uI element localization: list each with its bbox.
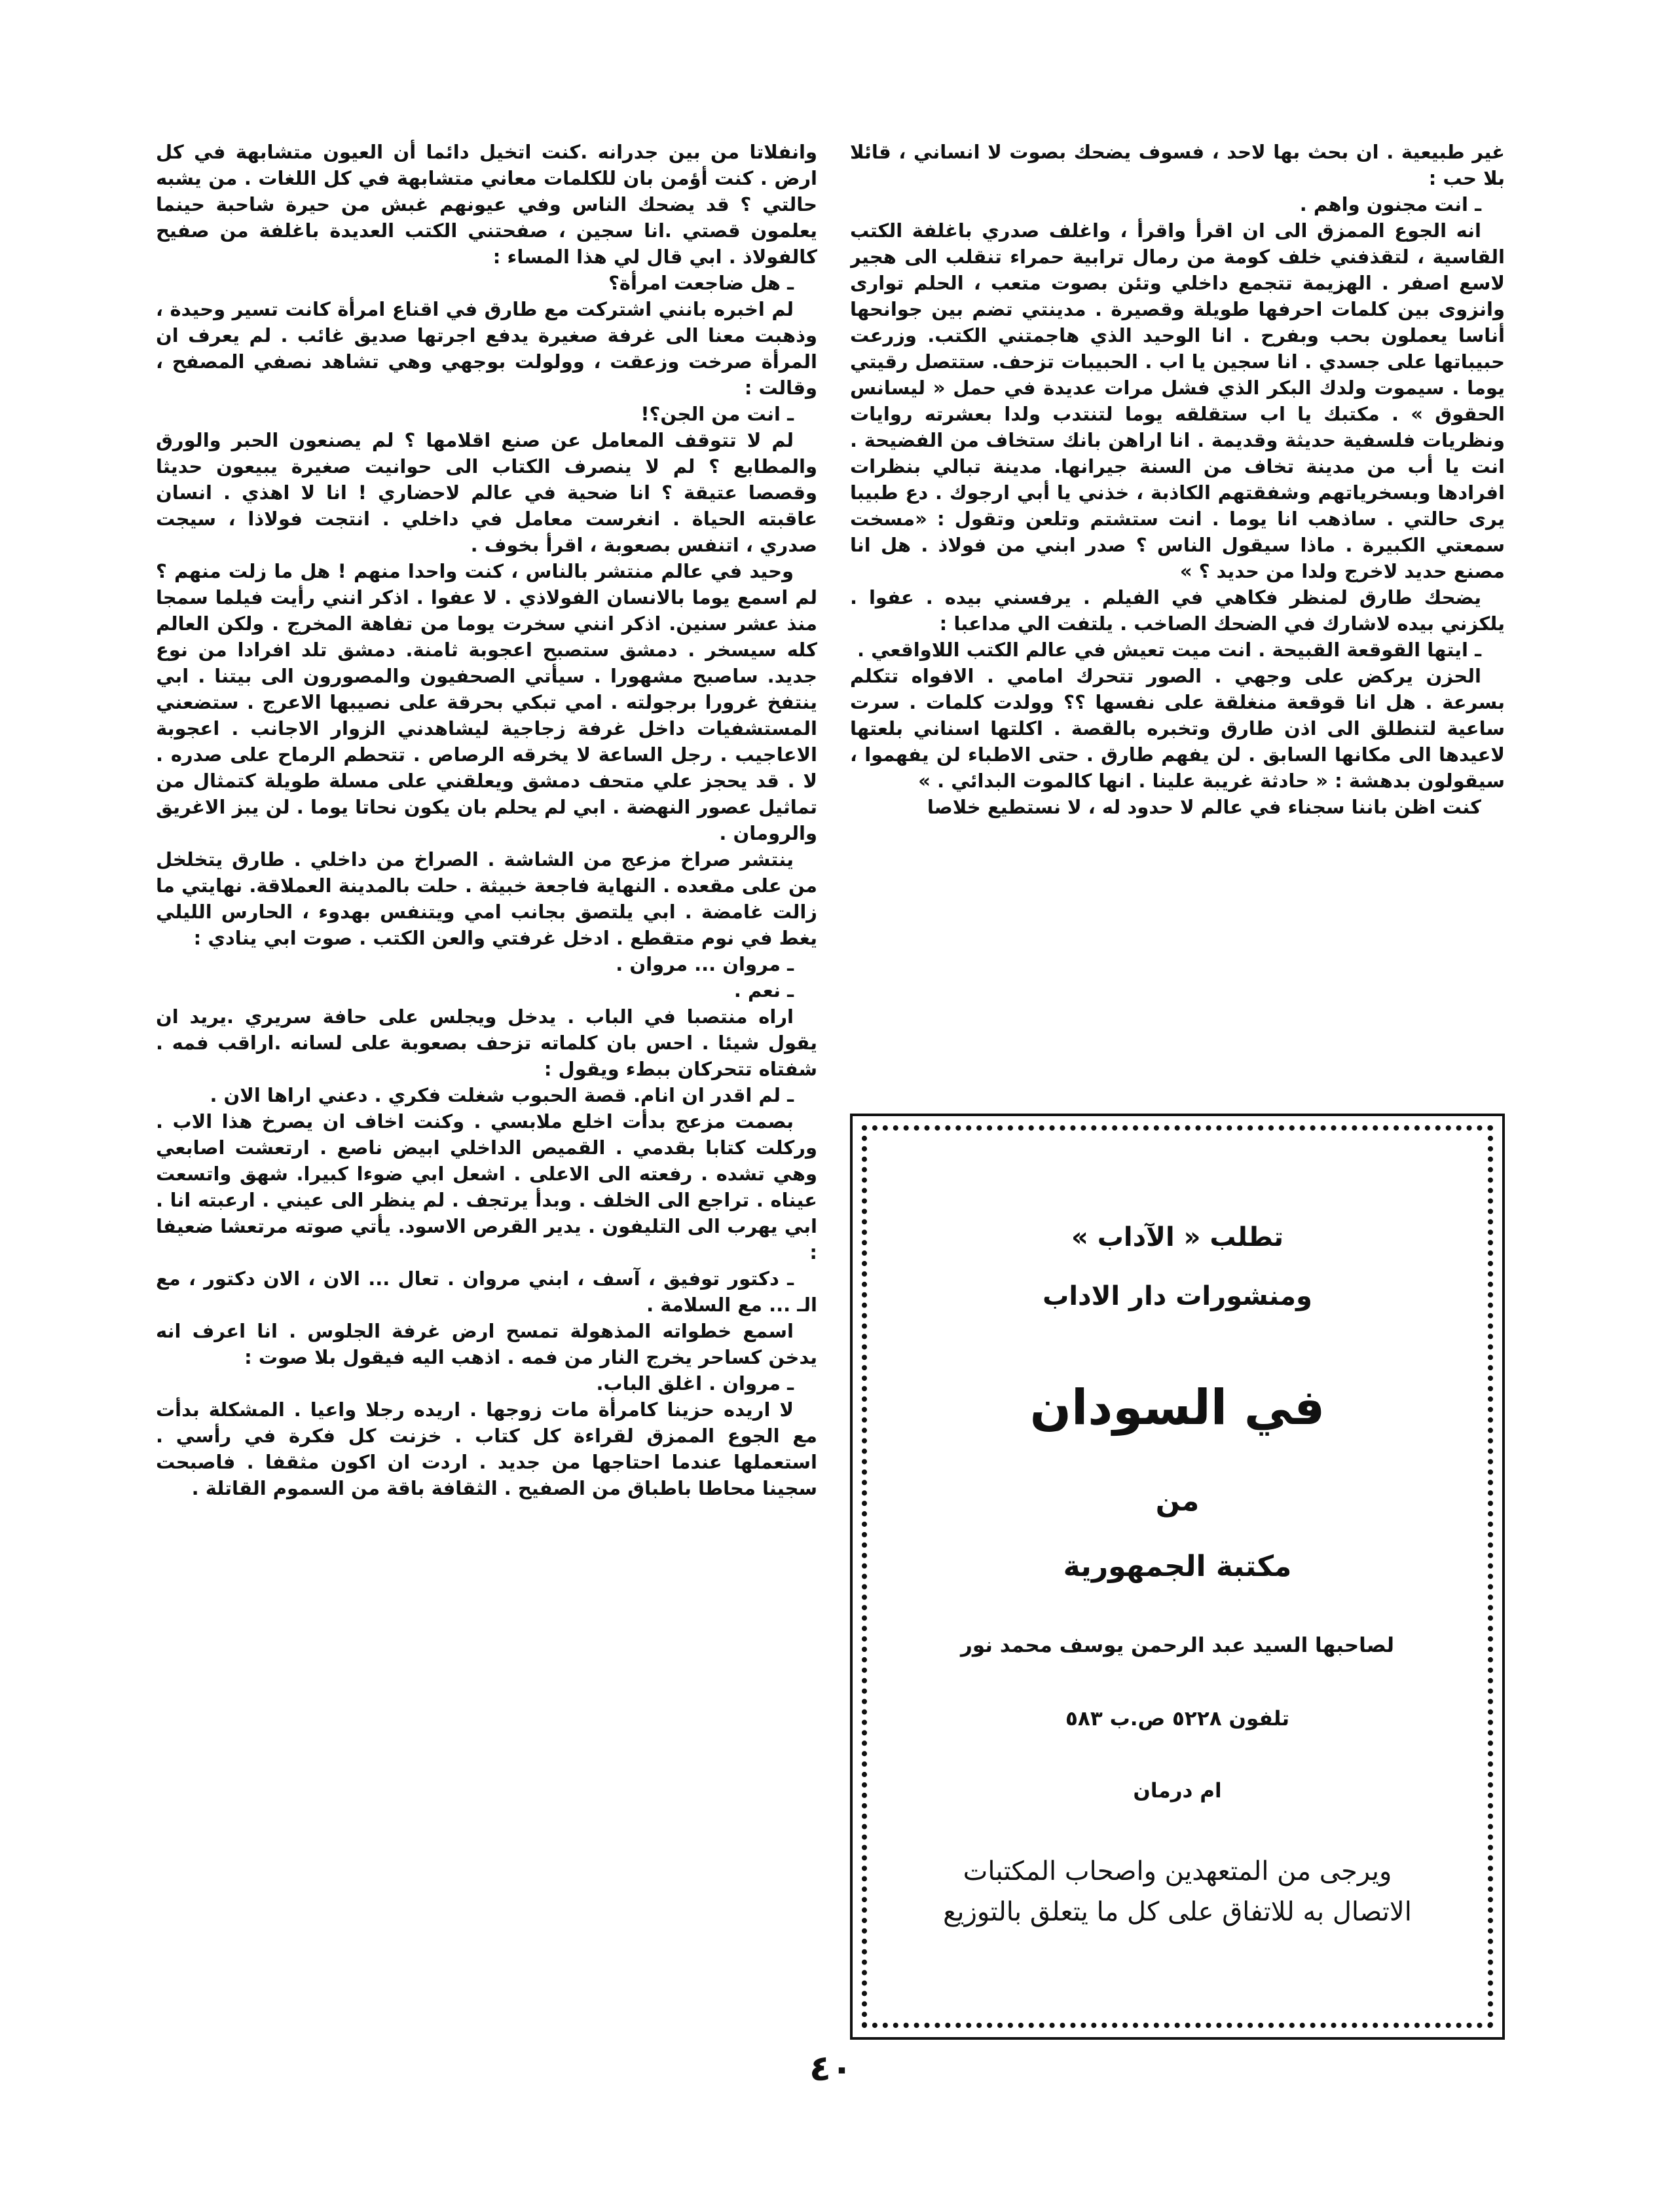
paragraph: يضحك طارق لمنظر فكاهي في الفيلم . يرفسني بيده . عفوا . يلكزني بيده لاشارك في الضحك الصاخب . يلتفت الي مداعبا : [850,586,1505,635]
paragraph: لم اخبره بانني اشتركت مع طارق في اقناع امرأة كانت تسير وحيدة ، وذهبت معنا الى غرفة صغيرة يدفع اجرتها صديق غائب . لم يعرف ان المرأة صرخت وزعقت ، وولولت بوجهي وهي تشاهد نصفي المصفح ، وقالت : [156,298,817,399]
dialog-line: ـ مروان ... مروان . [616,953,794,975]
dialog-line: ـ انت من الجن؟! [640,403,794,425]
dialog-line: ـ هل ضاجعت امرأة؟ [608,272,794,294]
ad-contact: تلفون ٥٢٢٨ ص.ب ٥٨٣ [1065,1707,1289,1731]
ad-title: تطلب « الآداب » [1071,1222,1284,1252]
ad-city: في السودان [1029,1379,1325,1436]
paragraph: وانفلاتا من بين جدرانه .كنت اتخيل دائما أن العيون متشابهة في كل ارض . كنت أؤمن بان للكلمات معاني متشابهة في كل اللغات . من يشبه حالتي ؟ قد يضحك الناس وفي عيونهم غبش من حيرة شاحبة حينما يعلمون قصتي .انا سجين ، صفحتني الكتب العديدة باغلفة من صفيح كالفولاذ . ابي قال لي هذا المساء : [156,141,817,268]
ad-from: من [1155,1484,1200,1518]
dialog-line: ـ مروان . اغلق الباب. [596,1372,794,1395]
ad-note-line: ويرجى من المتعهدين واصحاب المكتبات [963,1856,1392,1886]
page-number: ٤٠ [809,2048,853,2089]
ad-subtitle: ومنشورات دار الاداب [1043,1281,1312,1311]
paragraph: اراه منتصبا في الباب . يدخل ويجلس على حافة سريري .يريد ان يقول شيئا . احس بان كلماته تزحف بصعوبة على لسانه .اراقب فمه . شفتاه تتحركان ببطء ويقول : [156,1005,817,1080]
dialog-line: ـ نعم . [733,979,794,1002]
paragraph: غير طبيعية . ان بحث بها لاحد ، فسوف يضحك بصوت لا انساني ، قائلا بلا حب : [850,141,1505,189]
dialog-line: ـ لم اقدر ان انام. قصة الحبوب شغلت فكري . دعني اراها الان . [210,1084,794,1106]
article-column-right [850,139,1505,1089]
dialog-line: ـ دكتور توفيق ، آسف ، ابني مروان . تعال ... الان ، الان دكتور ، مع الـ ... مع السلامة . [156,1267,817,1316]
paragraph: وحيد في عالم منتشر بالناس ، كنت واحدا منهم ! هل ما زلت منهم ؟ لم اسمع يوما بالانسان الفولاذي . لا عفوا . اذكر انني رأيت فيلما سمجا منذ عشر سنين. اذكر انني سخرت يوما من تفاهة المخرج . ولكن العالم كله سيسخر . دمشق ستصبح اعجوبة ثامنة. دمشق تلد افرادا من نوع جديد. ساصبح مشهورا . سيأتي الصحفيون والمصورون الى بيتنا . ابي ينتفخ غرورا برجولته . امي تبكي بحرقة على نصيبها الاعرج . ستضعني المستشفيات داخل غرفة زجاجية ليشاهدني الزوار الاجانب . اعجوبة الاعاجيب . رجل الساعة لا يخرقه الرصاص . تتحطم الرماح على صدره . لا . قد يحجز علي متحف دمشق ويعلقني على مسلة طويلة كتمثال من تماثيل عصور النهضة . ابي لم يحلم بان يكون نحاتا يوما . لن يبز الاغريق والرومان . [156,560,817,844]
paragraph: بصمت مزعج بدأت اخلع ملابسي . وكنت اخاف ان يصرخ هذا الاب . وركلت كتابا بقدمي . القميص الداخلي ابيض ناصع . ارتعشت اصابعي وهي تشده . رفعته الى الاعلى . اشعل ابي ضوءا كبيرا. شهق واتسعت عيناه . تراجع الى الخلف . وبدأ يرتجف . لم ينظر الى عيني . ارعبته انا . ابي يهرب الى التليفون . يدير القرص الاسود. يأتي صوته مرتعشا ضعيفا : [156,1110,817,1264]
advertisement-dotted-border [862,1125,1493,2028]
ad-owner: لصاحبها السيد عبد الرحمن يوسف محمد نور [961,1634,1394,1657]
paragraph: الحزن يركض على وجهي . الصور تتحرك امامي . الافواه تتكلم بسرعة . هل انا قوقعة منغلقة على نفسها ؟؟ وولدت كلمات . سرت ساعية لتنطلق الى اذن طارق وتخبره بالقصة . اكلتها اسناني بلعتها لاعيدها الى مكانها السابق . لن يفهم طارق . حتى الاطباء لن يفهموا ، سيقولون بدهشة : « حادثة غريبة علينا . انها كالموت البدائي . » [850,665,1505,792]
paragraph: ينتشر صراخ مزعج من الشاشة . الصراخ من داخلي . طارق يتخلخل من على مقعده . النهاية فاجعة خبيثة . حلت بالمدينة العملاقة. نهايتي ما زالت غامضة . ابي يلتصق بجانب امي ويتنفس بهدوء ، الحارس الليلي يغط في نوم متقطع . ادخل غرفتي والعن الكتب . صوت ابي ينادي : [156,848,817,949]
dialog-line: ـ ايتها القوقعة القبيحة . انت ميت تعيش في عالم الكتب اللاواقعي . [857,639,1481,661]
advertisement-box [850,1114,1505,2040]
paragraph: لم لا تتوقف المعامل عن صنع اقلامها ؟ لم يصنعون الحبر والورق والمطابع ؟ لم لا ينصرف الكتاب الى حوانيت صغيرة يبيعون حديثا وقصصا عتيقة ؟ انا ضحية في عالم لاحضاري ! انا لا اهذي . انسان عاقبته الحياة . انغرست معامل في داخلي . انتجت فولاذا ، سيجت صدري ، اتنفس بصعوبة ، اقرأ بخوف . [156,429,817,556]
ad-library-name: مكتبة الجمهورية [1063,1550,1292,1583]
ad-note-line: الاتصال به للاتفاق على كل ما يتعلق بالتوزيع [943,1897,1412,1927]
paragraph: كنت اظن باننا سجناء في عالم لا حدود له ، لا نستطيع خلاصا [927,796,1481,818]
paragraph: انه الجوع الممزق الى ان اقرأ واقرأ ، واغلف صدري باغلفة الكتب القاسية ، لتقذفني خلف كومة من رمال ترابية حمراء تنقلب الى هجير لاسع اصفر . الهزيمة تتجمع داخلي وتئن بصوت متعب ، الحلم توارى وانزوى بين كلمات احرفها طويلة وقصيرة . مدينتي تضم بين جوانحها أناسا يعملون بحب وبفرح . انا الوحيد الذي هاجمتني الكتب. وزرعت حبيباتها على جسدي . انا سجين يا اب . الحبيبات تزحف. ستتصل رقيتي يوما . سيموت ولدك البكر الذي فشل مرات عديدة في حمل « ليسانس الحقوق » . مكتبك يا اب ستقلقه يوما لتنتدب ولدا بعشرته روايات ونظريات فلسفية حديثة وقديمة . انا اراهن بانك ستخاف من الفضيحة . انت يا أب من مدينة تخاف من السنة جيرانها. مدينة تبالي بنظرات افرادها وبسخرياتهم وشفقتهم الكاذبة ، خذني يا أبي ارجوك . دع طبيبا يرى حالتي . ساذهب انا يوما . انت ستشتم وتلعن وتقول : «مسخت سمعتي الكبيرة . ماذا سيقول الناس ؟ صدر ابني من فولاذ . هل انا مصنع حديد لاخرج ولدا من حديد ؟ » [850,219,1505,582]
ad-note [867,1851,1488,1932]
ad-place: ام درمان [1133,1779,1222,1803]
paragraph: لا اريده حزينا كامرأة مات زوجها . اريده رجلا واعيا . المشكلة بدأت مع الجوع الممزق لقراءة كل كتاب . خزنت كل فكرة في رأسي . استعملها عندما احتاجها من جديد . اردت ان اكون مثقفا . فاصبحت سجينا محاطا باطباق من الصفيح . الثقافة باقة من السموم القاتلة . [156,1398,817,1499]
paragraph: اسمع خطواته المذهولة تمسح ارض غرفة الجلوس . انا اعرف انه يدخن كساحر يخرج النار من فمه . اذهب اليه فيقول بلا صوت : [156,1320,817,1368]
dialog-line: ـ انت مجنون واهم . [1299,193,1481,216]
article-column-left [156,139,817,2038]
